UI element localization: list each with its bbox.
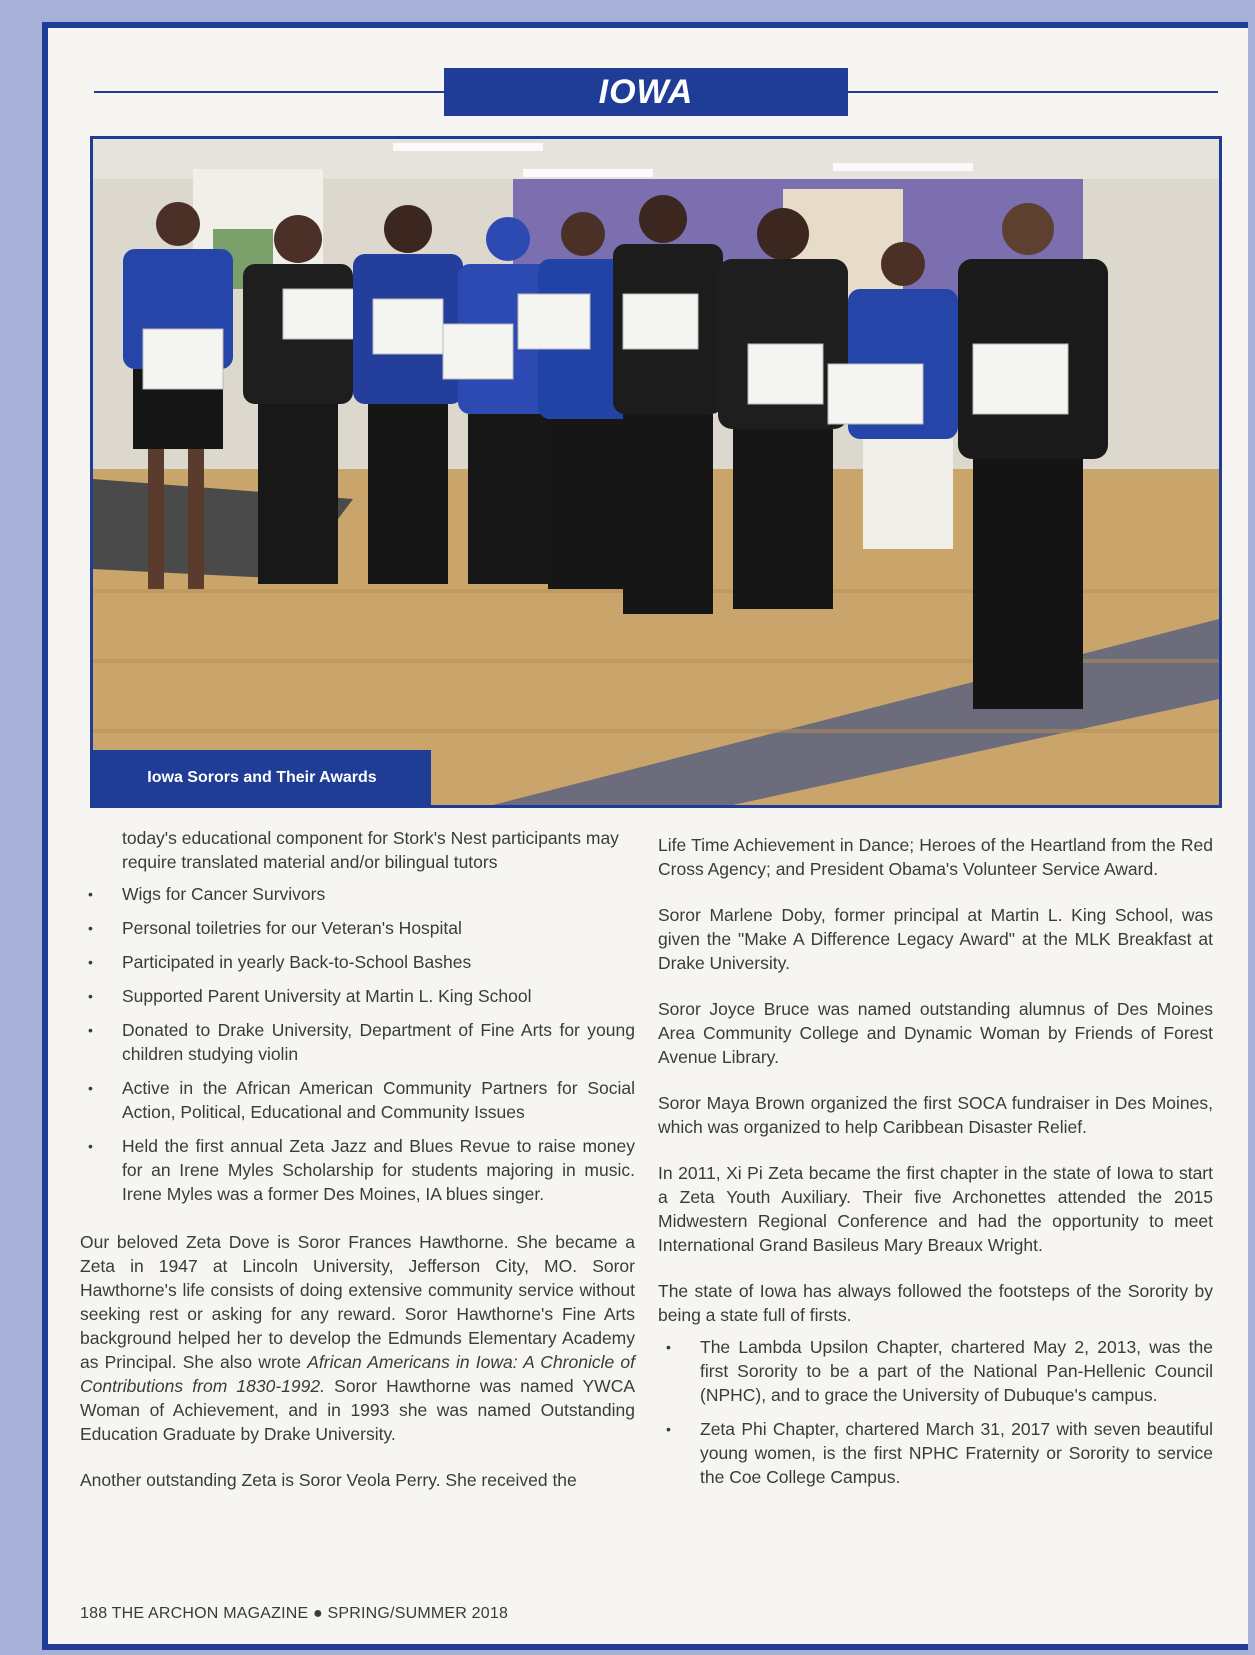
paragraph: Soror Marlene Doby, former principal at Martin L. King School, was given the "Make A Difference Legacy Award" at the MLK Breakfast at Drake University. (658, 905, 1213, 973)
list-item: • Held the first annual Zeta Jazz and Blues Revue to raise money for an Irene Myles Scholarship for students majoring in music. Irene Myles was a former Des Moines, IA blues singer. (88, 1136, 635, 1204)
bullet-icon: • (88, 988, 93, 1004)
bullet-icon: • (88, 1022, 93, 1038)
page-footer: 188 THE ARCHON MAGAZINE ● SPRING/SUMMER 2018 (80, 1605, 509, 1622)
paragraph: In 2011, Xi Pi Zeta became the first chapter in the state of Iowa to start a Zeta Youth Auxiliary. Their five Archonettes attended the 2015 Midwestern Regional Conference and had the opportunity to meet International Grand Basileus Mary Breaux Wright. (658, 1163, 1213, 1255)
left-bullet-list (80, 882, 635, 1206)
list-item: • Donated to Drake University, Department of Fine Arts for young children studying violin (88, 1020, 635, 1064)
header-rule-left (94, 91, 444, 93)
paragraph: Soror Maya Brown organized the first SOCA fundraiser in Des Moines, which was organized to help Caribbean Disaster Relief. (658, 1093, 1213, 1137)
paragraph: Life Time Achievement in Dance; Heroes of the Heartland from the Red Cross Agency; and President Obama's Volunteer Service Award. (658, 835, 1213, 879)
list-item: • Personal toiletries for our Veteran's Hospital (88, 918, 462, 938)
bullet-icon: • (666, 1339, 671, 1355)
list-item: • Wigs for Cancer Survivors (88, 884, 326, 904)
bullet-icon: • (88, 1080, 93, 1096)
bullet-icon: • (666, 1421, 671, 1437)
book-title: African Americans in Iowa: A Chronicle of Contributions from 1830-1992. (80, 1352, 635, 1396)
bullet-icon: • (88, 1138, 93, 1154)
list-item: • Supported Parent University at Martin L. King School (88, 986, 532, 1006)
hawthorne-paragraph: Our beloved Zeta Dove is Soror Frances Hawthorne. She became a Zeta in 1947 at Lincoln University, Jefferson City, MO. Soror Hawthorne's life consists of doing extensive community service without seeking rest or asking for any reward. Soror Hawthorne's Fine Arts background helped her to develop the Edmunds Elementary Academy as Principal. She also wrote African Americans in Iowa: A Chronicle of Contributions from 1830-1992. Soror Hawthorne was named YWCA Woman of Achievement, and in 1993 she was named Outstanding Education Graduate by Drake University. (80, 1232, 636, 1444)
photo-caption: Iowa Sorors and Their Awards (93, 750, 431, 805)
group-photo (90, 136, 1222, 808)
right-bullet-list (658, 1335, 1213, 1489)
bullet-icon: • (88, 954, 93, 970)
bullet-icon: • (88, 920, 93, 936)
list-item: • Zeta Phi Chapter, chartered March 31, 2017 with seven beautiful young women, is the first NPHC Fraternity or Sorority to service the Coe College Campus. (666, 1419, 1213, 1487)
list-item: • Participated in yearly Back-to-School Bashes (88, 952, 472, 972)
paragraph: Soror Joyce Bruce was named outstanding alumnus of Des Moines Area Community College and Dynamic Woman by Friends of Forest Avenue Library. (658, 999, 1213, 1067)
bullet-icon: • (88, 886, 93, 902)
section-title: IOWA (444, 68, 848, 116)
photo-illustration (93, 139, 1219, 805)
list-item: • Active in the African American Community Partners for Social Action, Political, Educational and Community Issues (88, 1078, 635, 1122)
right-column (658, 833, 1213, 1513)
lead-paragraph: today's educational component for Stork's Nest participants may require translated material and/or bilingual tutors (122, 828, 619, 872)
paragraph: The state of Iowa has always followed the footsteps of the Sorority by being a state full of firsts. (658, 1281, 1213, 1325)
perry-paragraph: Another outstanding Zeta is Soror Veola Perry. She received the (80, 1470, 577, 1490)
left-column (80, 826, 635, 1514)
header-rule-right (848, 91, 1218, 93)
list-item: • The Lambda Upsilon Chapter, chartered May 2, 2013, was the first Sorority to be a part of the National Pan-Hellenic Council (NPHC), and to grace the University of Dubuque's campus. (666, 1337, 1213, 1405)
